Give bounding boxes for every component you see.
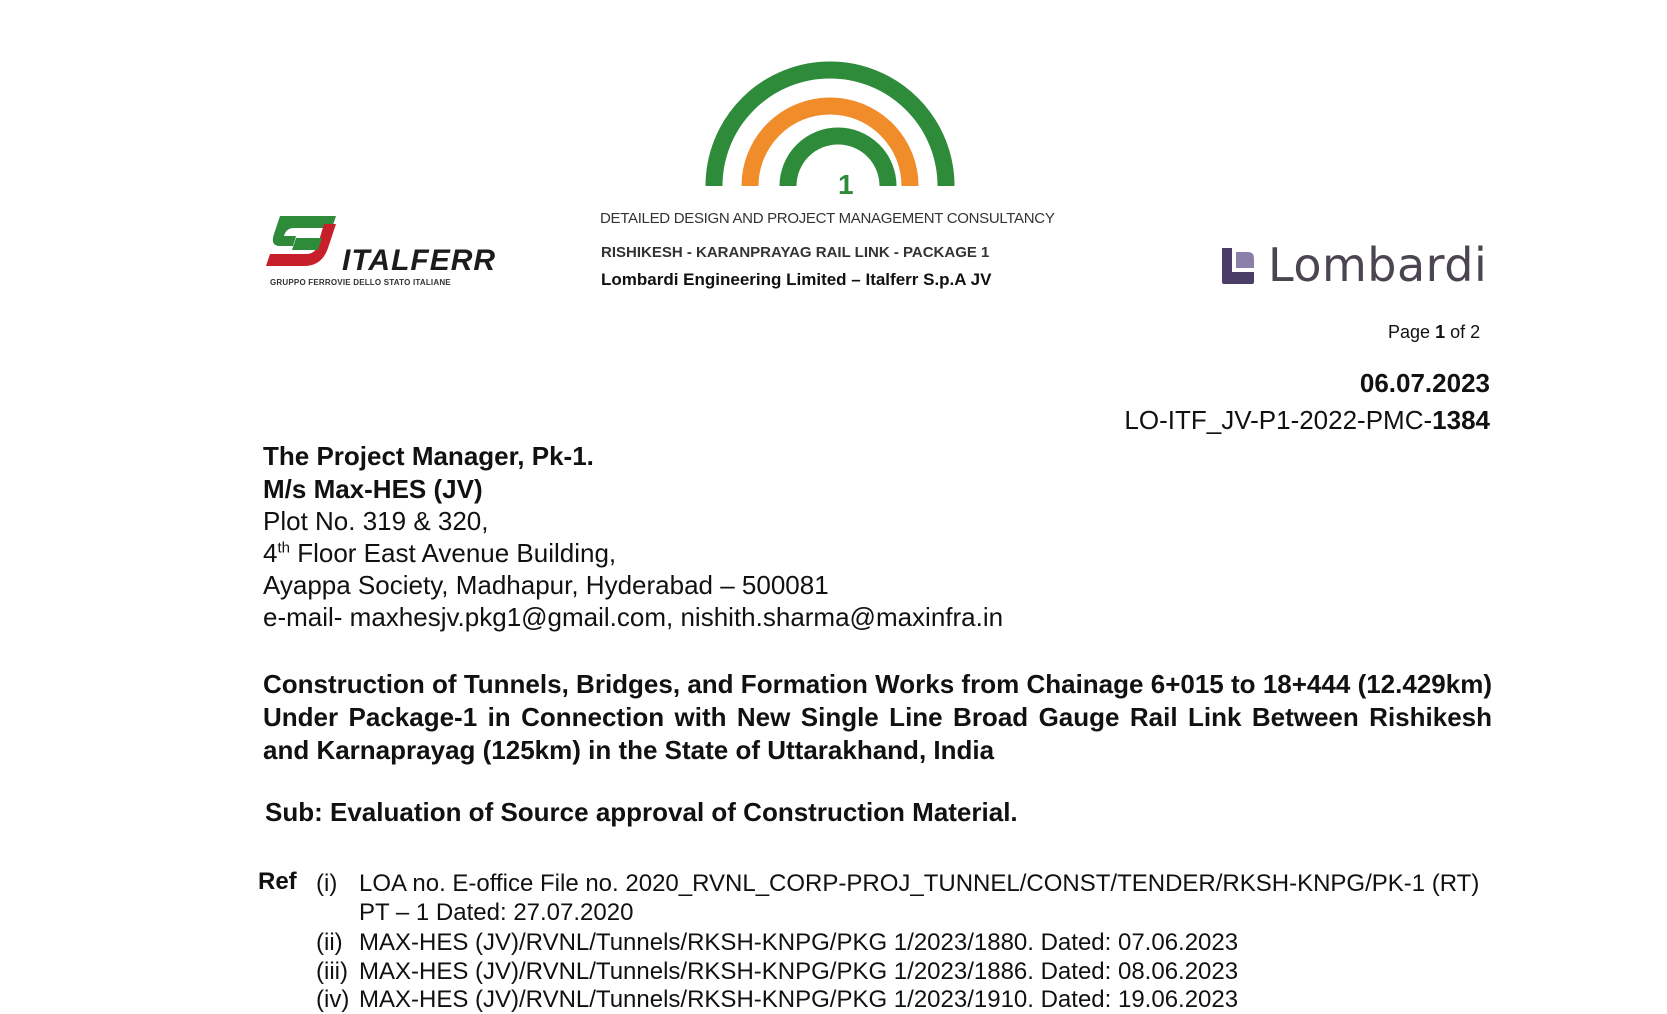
page-label: Page	[1388, 322, 1431, 342]
project-title: Construction of Tunnels, Bridges, and Formation Works from Chainage 6+015 to 18+444 (12.429km) Under Package-1 in Connection with New Single Line Broad Gauge Rail Link Between Rishikesh and Karnaprayag (125km) in the State of Uttarakhand, India	[263, 669, 1492, 765]
lombardi-emblem-icon	[1218, 246, 1258, 286]
ref-item-text: MAX-HES (JV)/RVNL/Tunnels/RKSH-KNPG/PKG 1/2023/1880. Dated: 07.06.2023	[359, 929, 1239, 956]
package-number: 1	[838, 169, 854, 200]
jv-line: Lombardi Engineering Limited – Italferr S.p.A JV	[601, 270, 992, 289]
ref-item-num: (i)	[316, 870, 338, 897]
floor-number: 4	[263, 538, 278, 568]
page-current: 1	[1435, 322, 1446, 342]
italferr-emblem-icon	[266, 210, 342, 278]
recipient-title: The Project Manager, Pk-1.	[263, 441, 594, 471]
rail-link-line: RISHIKESH - KARANPRAYAG RAIL LINK - PACKAGE 1	[601, 244, 990, 261]
ref-item-num: (iii)	[316, 958, 348, 985]
ref-item-text: MAX-HES (JV)/RVNL/Tunnels/RKSH-KNPG/PKG 1/2023/1910. Dated: 19.06.2023	[359, 986, 1239, 1013]
address-email: e-mail- maxhesjv.pkg1@gmail.com, nishith.sharma@maxinfra.in	[263, 602, 1004, 632]
address-line-city: Ayappa Society, Madhapur, Hyderabad – 500081	[263, 570, 829, 600]
italferr-logo	[266, 210, 516, 290]
project-logo	[590, 60, 1070, 300]
ref-item-num: (iv)	[316, 986, 350, 1013]
consultancy-line: DETAILED DESIGN AND PROJECT MANAGEMENT CONSULTANCY	[600, 210, 1055, 227]
letter-date: 06.07.2023	[1359, 368, 1490, 398]
page-number	[1388, 322, 1480, 343]
letter-reference	[1096, 405, 1490, 436]
floor-rest: Floor East Avenue Building,	[289, 538, 617, 568]
reference-number: 1384	[1432, 405, 1490, 435]
italferr-name: ITALFERR	[342, 244, 497, 277]
recipient-company: M/s Max-HES (JV)	[263, 474, 483, 504]
lombardi-logo	[1218, 240, 1488, 300]
ref-item-text: MAX-HES (JV)/RVNL/Tunnels/RKSH-KNPG/PKG 1/2023/1886. Dated: 08.06.2023	[359, 958, 1239, 985]
page-total: 2	[1470, 322, 1481, 342]
address-line-plot: Plot No. 319 & 320,	[263, 506, 489, 536]
ref-label: Ref	[258, 868, 297, 895]
lombardi-name: Lombardi	[1268, 238, 1488, 292]
ref-item-text-cont: PT – 1 Dated: 27.07.2020	[359, 899, 634, 926]
subject-line: Sub: Evaluation of Source approval of Construction Material.	[265, 797, 1018, 827]
italferr-tagline: GRUPPO FERROVIE DELLO STATO ITALIANE	[270, 278, 451, 287]
ref-item-text: LOA no. E-office File no. 2020_RVNL_CORP-PROJ_TUNNEL/CONST/TENDER/RKSH-KNPG/PK-1 (RT)	[359, 870, 1480, 897]
ref-item-num: (ii)	[316, 929, 343, 956]
address-line-floor	[263, 538, 616, 569]
floor-suffix: th	[277, 539, 290, 557]
page-of: of	[1450, 322, 1466, 342]
reference-prefix: LO-ITF_JV-P1-2022-PMC-	[1124, 405, 1433, 435]
rainbow-arch-icon	[690, 60, 970, 200]
